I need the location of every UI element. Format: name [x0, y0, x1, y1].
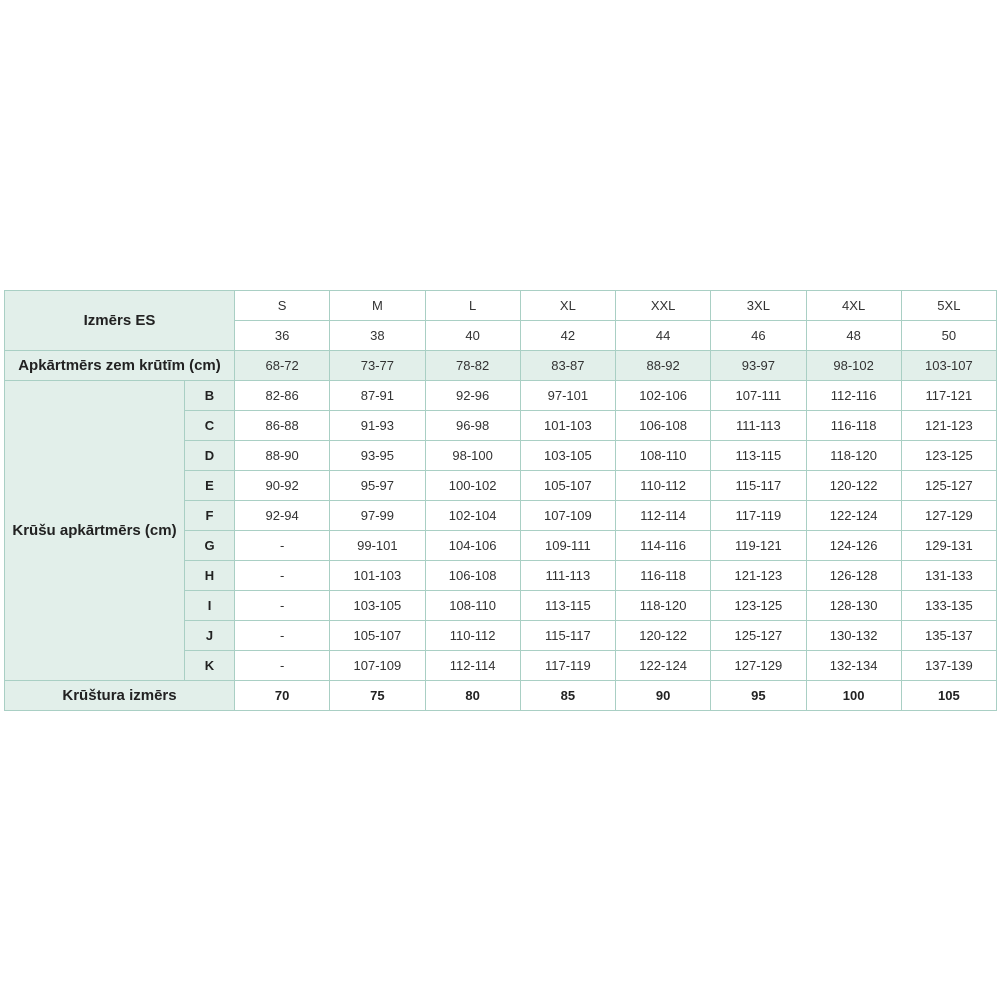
bust-cell: 122-124 [806, 501, 901, 531]
cup-label: E [185, 471, 235, 501]
bust-cell: 125-127 [711, 621, 806, 651]
bust-cell: 97-99 [330, 501, 425, 531]
bust-cell: 116-118 [616, 561, 711, 591]
eu-size-cell: 40 [425, 321, 520, 351]
size-chart-table [4, 290, 997, 711]
bust-cell: 135-137 [901, 621, 996, 651]
cup-label: J [185, 621, 235, 651]
letter-size-cell: XXL [616, 291, 711, 321]
bust-cell: 112-116 [806, 381, 901, 411]
bust-cell: 120-122 [806, 471, 901, 501]
bust-cell: 92-96 [425, 381, 520, 411]
bust-cell: 82-86 [235, 381, 330, 411]
bust-cell: 96-98 [425, 411, 520, 441]
bust-cell: 103-105 [520, 441, 615, 471]
bust-cell: 109-111 [520, 531, 615, 561]
bust-cell: 88-90 [235, 441, 330, 471]
bust-cell: - [235, 621, 330, 651]
bra-size-label: Krūštura izmērs [5, 681, 235, 711]
bust-cell: 112-114 [425, 651, 520, 681]
bust-cell: 111-113 [711, 411, 806, 441]
letter-size-cell: 5XL [901, 291, 996, 321]
bust-cell: 104-106 [425, 531, 520, 561]
bust-cell: 133-135 [901, 591, 996, 621]
bust-cell: 125-127 [901, 471, 996, 501]
bust-cell: - [235, 531, 330, 561]
bust-cell: 95-97 [330, 471, 425, 501]
cup-label: H [185, 561, 235, 591]
bra-size-cell: 90 [616, 681, 711, 711]
bust-cell: - [235, 561, 330, 591]
bust-cell: 121-123 [711, 561, 806, 591]
bust-cell: 115-117 [711, 471, 806, 501]
bust-cell: 130-132 [806, 621, 901, 651]
bust-cell: 127-129 [711, 651, 806, 681]
bust-cell: 110-112 [425, 621, 520, 651]
bust-cell: 114-116 [616, 531, 711, 561]
bra-size-cell: 105 [901, 681, 996, 711]
bust-cell: 93-95 [330, 441, 425, 471]
eu-size-cell: 42 [520, 321, 615, 351]
bust-cell: 105-107 [330, 621, 425, 651]
underbust-cell: 88-92 [616, 351, 711, 381]
bust-cell: 113-115 [711, 441, 806, 471]
bust-cell: 90-92 [235, 471, 330, 501]
eu-size-cell: 46 [711, 321, 806, 351]
bust-cell: 129-131 [901, 531, 996, 561]
bust-cell: 108-110 [425, 591, 520, 621]
bust-cell: 107-109 [520, 501, 615, 531]
cup-row [5, 381, 997, 411]
bust-cell: 126-128 [806, 561, 901, 591]
eu-size-cell: 48 [806, 321, 901, 351]
bust-cell: 117-121 [901, 381, 996, 411]
cup-label: F [185, 501, 235, 531]
eu-size-cell: 50 [901, 321, 996, 351]
bust-cell: 113-115 [520, 591, 615, 621]
bust-cell: 107-109 [330, 651, 425, 681]
cup-label: K [185, 651, 235, 681]
bra-size-row [5, 681, 997, 711]
bra-size-cell: 85 [520, 681, 615, 711]
bust-cell: 106-108 [616, 411, 711, 441]
bust-cell: 118-120 [806, 441, 901, 471]
bust-cell: 132-134 [806, 651, 901, 681]
bust-cell: 115-117 [520, 621, 615, 651]
bust-cell: 121-123 [901, 411, 996, 441]
bust-cell: 105-107 [520, 471, 615, 501]
bust-cell: 117-119 [711, 501, 806, 531]
bust-cell: 108-110 [616, 441, 711, 471]
cup-label: I [185, 591, 235, 621]
bust-cell: 119-121 [711, 531, 806, 561]
bust-cell: 122-124 [616, 651, 711, 681]
underbust-cell: 103-107 [901, 351, 996, 381]
bust-cell: 112-114 [616, 501, 711, 531]
bust-cell: 118-120 [616, 591, 711, 621]
bra-size-cell: 80 [425, 681, 520, 711]
bust-cell: 110-112 [616, 471, 711, 501]
letter-size-cell: S [235, 291, 330, 321]
letter-size-cell: L [425, 291, 520, 321]
bust-cell: 116-118 [806, 411, 901, 441]
bust-cell: 100-102 [425, 471, 520, 501]
letter-size-cell: M [330, 291, 425, 321]
bust-cell: 101-103 [330, 561, 425, 591]
underbust-label: Apkārtmērs zem krūtīm (cm) [5, 351, 235, 381]
letter-size-cell: 4XL [806, 291, 901, 321]
underbust-cell: 93-97 [711, 351, 806, 381]
underbust-cell: 68-72 [235, 351, 330, 381]
letter-size-row [5, 291, 997, 321]
eu-size-cell: 38 [330, 321, 425, 351]
bust-cell: 86-88 [235, 411, 330, 441]
bust-cell: - [235, 651, 330, 681]
bust-cell: 99-101 [330, 531, 425, 561]
size-eu-label: Izmērs ES [5, 291, 235, 351]
letter-size-cell: XL [520, 291, 615, 321]
cup-label: B [185, 381, 235, 411]
bust-label: Krūšu apkārtmērs (cm) [5, 381, 185, 681]
bust-cell: - [235, 591, 330, 621]
eu-size-cell: 44 [616, 321, 711, 351]
bust-cell: 111-113 [520, 561, 615, 591]
bust-cell: 123-125 [711, 591, 806, 621]
bust-cell: 97-101 [520, 381, 615, 411]
bust-cell: 102-106 [616, 381, 711, 411]
bust-cell: 107-111 [711, 381, 806, 411]
bust-cell: 87-91 [330, 381, 425, 411]
bust-cell: 102-104 [425, 501, 520, 531]
underbust-cell: 73-77 [330, 351, 425, 381]
bra-size-cell: 70 [235, 681, 330, 711]
bust-cell: 103-105 [330, 591, 425, 621]
cup-label: G [185, 531, 235, 561]
bust-cell: 91-93 [330, 411, 425, 441]
bust-cell: 131-133 [901, 561, 996, 591]
bust-cell: 98-100 [425, 441, 520, 471]
letter-size-cell: 3XL [711, 291, 806, 321]
bust-cell: 92-94 [235, 501, 330, 531]
underbust-cell: 83-87 [520, 351, 615, 381]
bust-cell: 127-129 [901, 501, 996, 531]
bust-cell: 124-126 [806, 531, 901, 561]
bra-size-cell: 100 [806, 681, 901, 711]
bust-cell: 101-103 [520, 411, 615, 441]
underbust-row [5, 351, 997, 381]
bust-cell: 117-119 [520, 651, 615, 681]
underbust-cell: 78-82 [425, 351, 520, 381]
bust-cell: 128-130 [806, 591, 901, 621]
bust-cell: 120-122 [616, 621, 711, 651]
underbust-cell: 98-102 [806, 351, 901, 381]
bra-size-cell: 75 [330, 681, 425, 711]
cup-label: C [185, 411, 235, 441]
eu-size-cell: 36 [235, 321, 330, 351]
bra-size-cell: 95 [711, 681, 806, 711]
bust-cell: 123-125 [901, 441, 996, 471]
bust-cell: 106-108 [425, 561, 520, 591]
bust-cell: 137-139 [901, 651, 996, 681]
cup-label: D [185, 441, 235, 471]
